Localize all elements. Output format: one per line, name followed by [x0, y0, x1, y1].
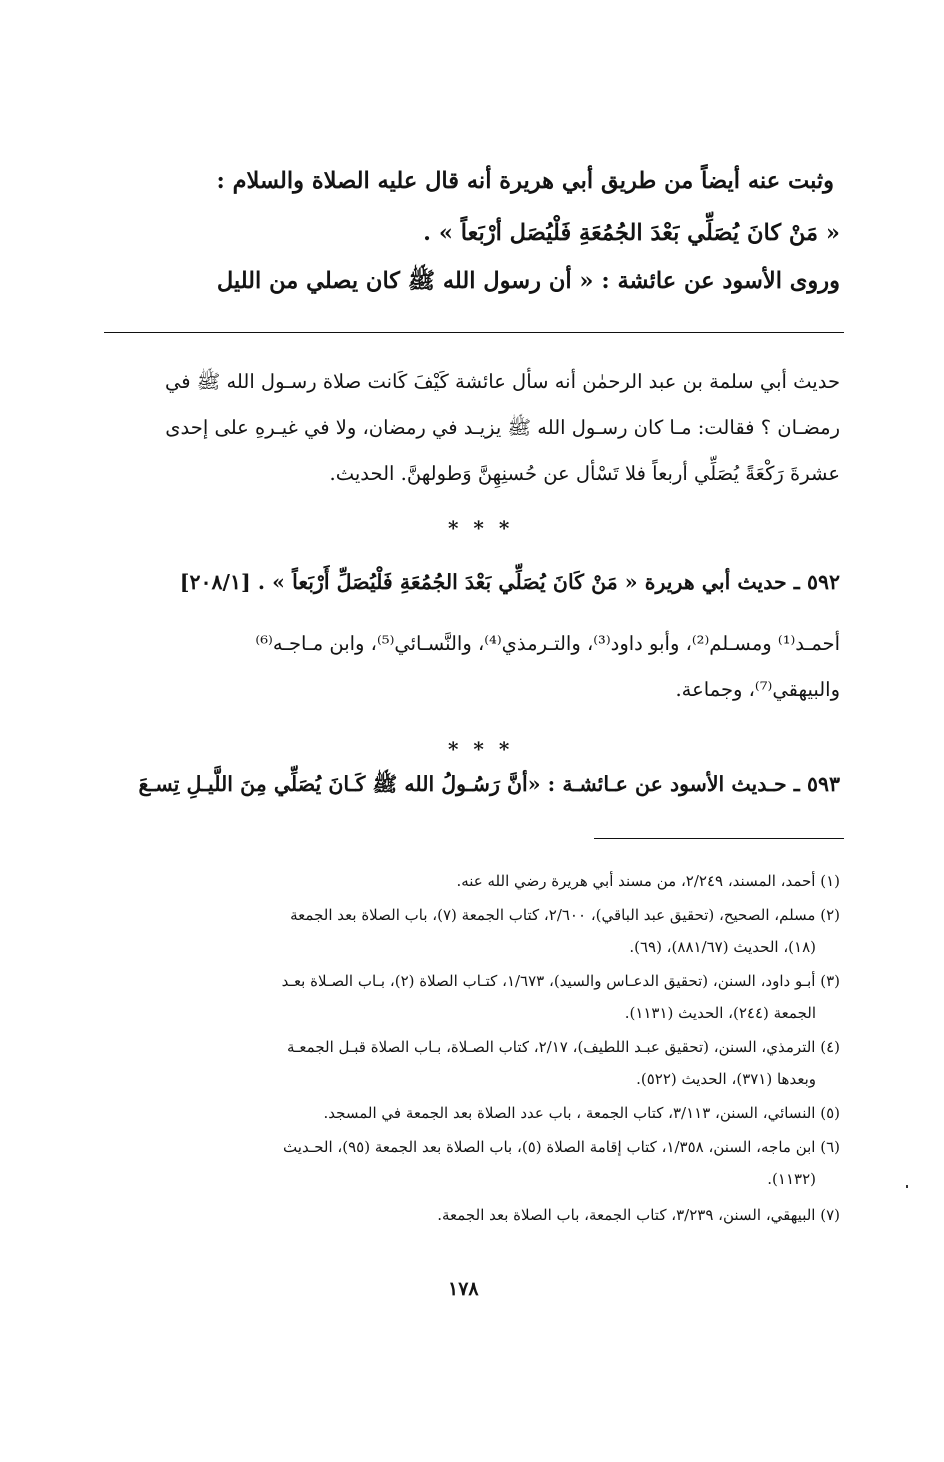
footnote-5: (٥) النسائي، السنن، ٣/١١٣، كتاب الجمعة ، باب عدد الصلاة بعد الجمعة في المسجد. [323, 1104, 840, 1122]
hadith-line-3: عشرةَ رَكْعَةً يُصَلِّي أربعاً فلا تَسْأل عن حُسنِهِنَّ وَطولهنَّ. الحديث. [329, 462, 840, 485]
page-number: ١٧٨ [448, 1278, 479, 1300]
top-line-3: وروى الأسود عن عائشة : « أن رسول الله ﷺ كان يصلي من الليل [216, 268, 840, 294]
entry-592-line-1: أحمـد⁽¹⁾ ومسـلم⁽²⁾، وأبو داود⁽³⁾، والتـرمذي⁽⁴⁾، والنَّسـائي⁽⁵⁾، وابن مـاجـه⁽⁶⁾ [255, 632, 840, 655]
stray-mark [906, 1185, 908, 1188]
footnote-2: (٢) مسلم، الصحيح، (تحقيق عبد الباقي)، ٢/٦٠٠، كتاب الجمعة (٧)، باب الصلاة بعد الجمعة [290, 906, 840, 924]
hadith-line-1: حديث أبي سلمة بن عبد الرحمٰن أنه سأل عائشة كَيْفَ كَانت صلاة رسـول الله ﷺ في [164, 370, 840, 393]
footnote-4-cont: وبعدها (٣٧١)، الحديث (٥٢٢). [636, 1070, 816, 1088]
top-line-1: وثبت عنه أيضاً من طريق أبي هريرة أنه قال عليه الصلاة والسلام : [216, 168, 834, 194]
top-line-2: « مَنْ كانَ يُصَلِّي بَعْدَ الجُمُعَةِ فَلْيُصَل أرْبَعاً » . [423, 220, 840, 246]
separator-stars-1: * * * [448, 516, 514, 540]
footnote-1: (١) أحمد، المسند، ٢/٢٤٩، من مسند أبي هريرة رضي الله عنه. [456, 872, 840, 890]
entry-592-heading: ٥٩٢ ـ حديث أبي هريرة « مَنْ كَانَ يُصَلِّي بَعْدَ الجُمُعَةِ فَلْيُصَلِّ أَرْبَعاً » . [٢٠٨/١] [179, 570, 840, 594]
footnote-3-cont: الجمعة (٢٤٤)، الحديث (١١٣١). [624, 1004, 816, 1022]
footnote-3: (٣) أبـو داود، السنن، (تحقيق الدعـاس والسيد)، ١/٦٧٣، كتـاب الصلاة (٢)، بـاب الصـلاة بعـد [281, 972, 840, 990]
footnote-6: (٦) ابن ماجه، السنن، ١/٣٥٨، كتاب إقامة الصلاة (٥)، باب الصلاة بعد الجمعة (٩٥)، الحـديث [283, 1138, 840, 1156]
footnote-4: (٤) الترمذي، السنن، (تحقيق عبـد اللطيف)، ٢/١٧، كتاب الصـلاة، بـاب الصلاة قبـل الجمعـة [286, 1038, 840, 1056]
hadith-line-2: رمضـان ؟ فقالت: مـا كان رسـول الله ﷺ يزيـد في رمضان، ولا في غيـرهِ على إحدى [165, 416, 840, 439]
footnote-separator [594, 838, 844, 839]
entry-592-line-2: والبيهقي⁽⁷⁾، وجماعة. [675, 678, 840, 701]
footnote-6-cont: (١١٣٢). [767, 1170, 816, 1188]
footnote-7: (٧) البيهقي، السنن، ٣/٢٣٩، كتاب الجمعة، باب الصلاة بعد الجمعة. [437, 1206, 840, 1224]
footnote-2-cont: (١٨)، الحديث (٨٨١/٦٧)، (٦٩). [629, 938, 816, 956]
separator-stars-2: * * * [448, 737, 514, 761]
entry-593-heading: ٥٩٣ ـ حـديث الأسود عن عـائشـة : «أنَّ رَسُـولُ الله ﷺ كَـانَ يُصَلِّي مِنَ اللَّيـلِ تِسـعَ [138, 772, 840, 796]
section-divider [104, 332, 844, 333]
